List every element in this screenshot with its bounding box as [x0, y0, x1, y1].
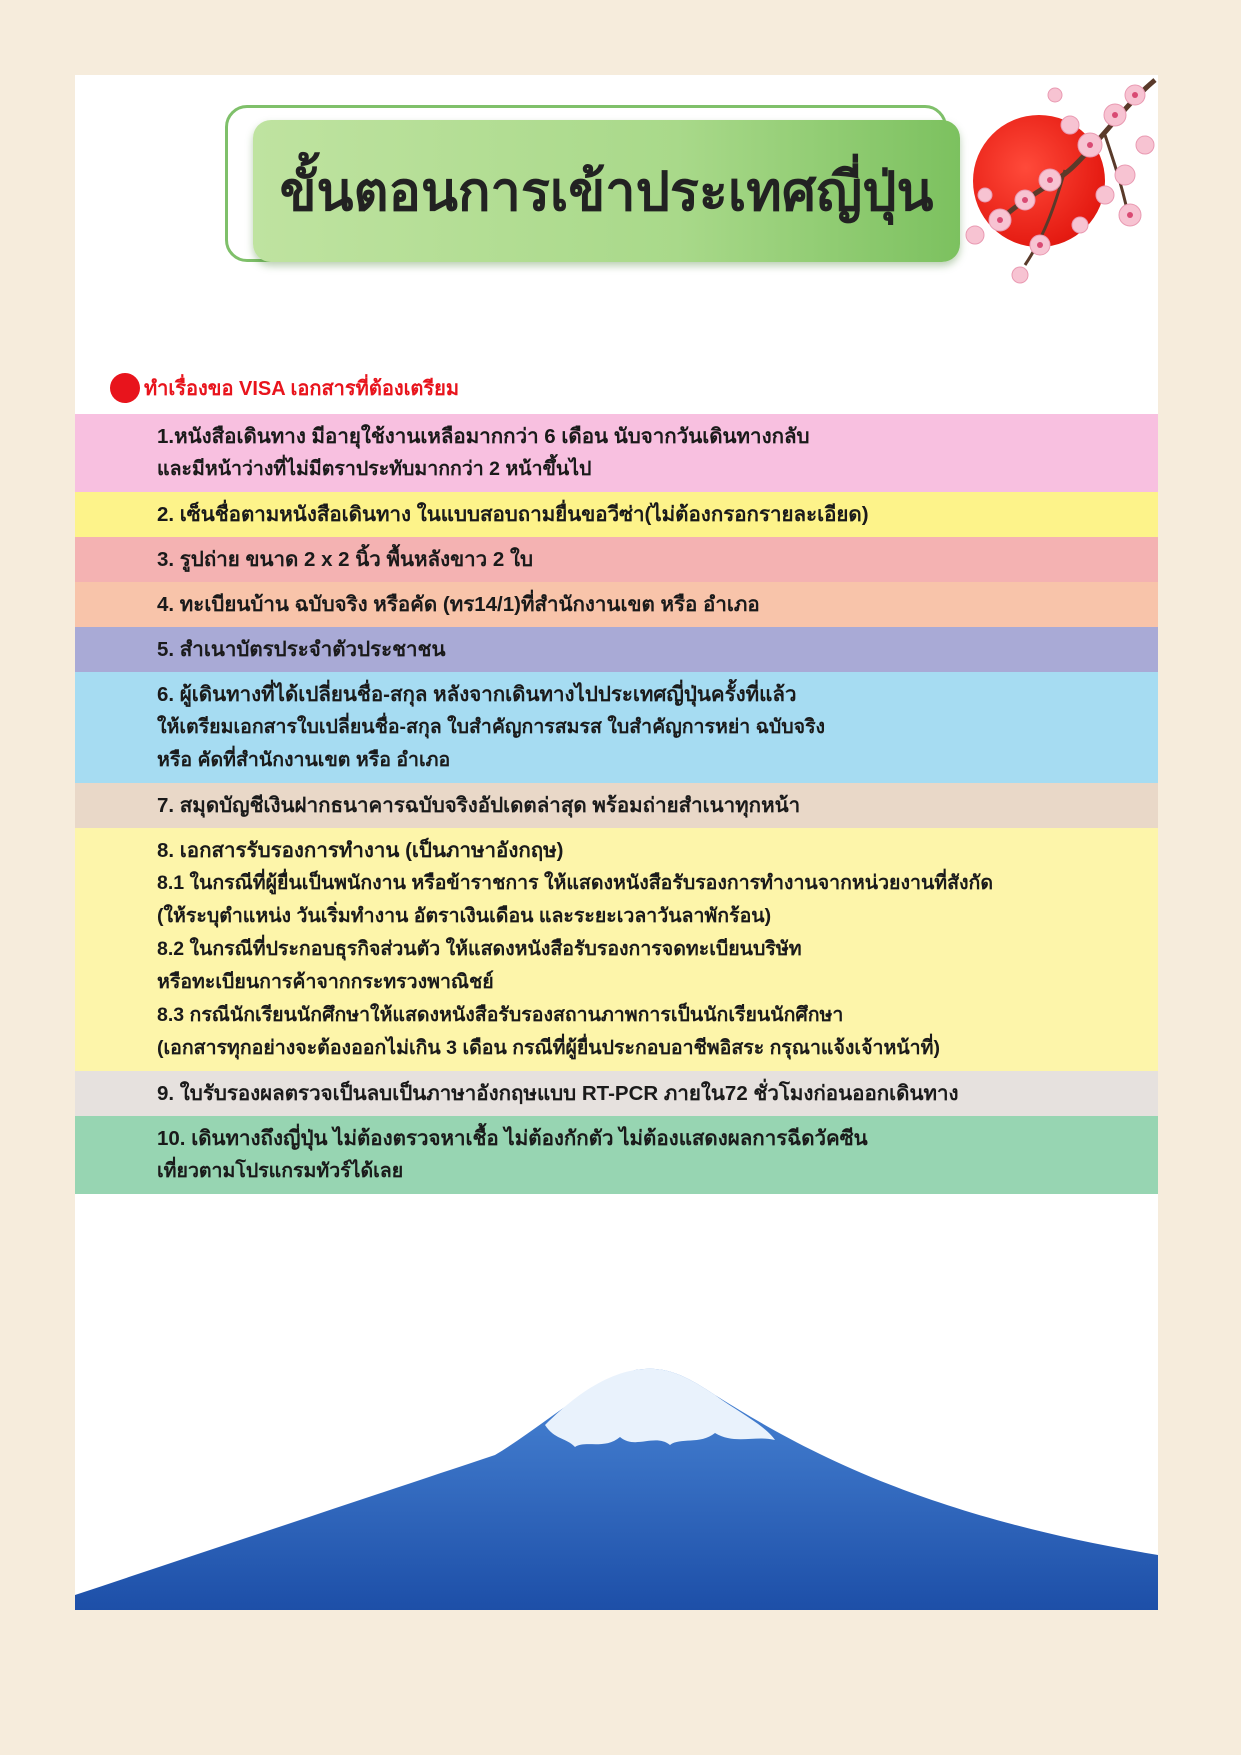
requirement-line: 1.หนังสือเดินทาง มีอายุใช้งานเหลือมากกว่า 6 เดือน นับจากวันเดินทางกลับ: [157, 425, 810, 448]
requirement-line: 6. ผู้เดินทางที่ได้เปลี่ยนชื่อ-สกุล หลังจากเดินทางไปประเทศญี่ปุ่นครั้งที่แล้ว: [157, 683, 797, 706]
requirement-item: [75, 492, 1158, 537]
requirement-line: 4. ทะเบียนบ้าน ฉบับจริง หรือคัด (ทร14/1)ที่สำนักงานเขต หรือ อำเภอ: [157, 593, 760, 616]
requirement-item: [75, 582, 1158, 627]
requirement-line: (เอกสารทุกอย่างจะต้องออกไม่เกิน 3 เดือน กรณีที่ผู้ยื่นประกอบอาชีพอิสระ กรุณาแจ้งเจ้าหน้าที่): [157, 1037, 940, 1059]
requirement-line: 8.1 ในกรณีที่ผู้ยื่นเป็นพนักงาน หรือข้าราชการ ให้แสดงหนังสือรับรองการทำงานจากหน่วยงานที่สังกัด: [157, 872, 994, 894]
requirement-item: [75, 828, 1158, 1071]
requirement-line: และมีหน้าว่างที่ไม่มีตราประทับมากกว่า 2 หน้าขึ้นไป: [157, 458, 592, 480]
page-title: ขั้นตอนการเข้าประเทศญี่ปุ่น: [279, 162, 934, 222]
requirement-item: [75, 627, 1158, 672]
requirement-line: 2. เซ็นชื่อตามหนังสือเดินทาง ในแบบสอบถามยื่นขอวีซ่า(ไม่ต้องกรอกรายละเอียด): [157, 503, 869, 526]
requirement-item: [75, 672, 1158, 783]
requirement-line: 8.3 กรณีนักเรียนนักศึกษาให้แสดงหนังสือรับรองสถานภาพการเป็นนักเรียนนักศึกษา: [157, 1004, 844, 1026]
requirement-item: [75, 1071, 1158, 1116]
title-banner: [253, 120, 960, 262]
requirement-line: 3. รูปถ่าย ขนาด 2 x 2 นิ้ว พื้นหลังขาว 2 ใบ: [157, 548, 533, 571]
requirement-item: [75, 537, 1158, 582]
requirement-line: 10. เดินทางถึงญี่ปุ่น ไม่ต้องตรวจหาเชื้อ ไม่ต้องกักตัว ไม่ต้องแสดงผลการฉีดวัคซีน: [157, 1127, 868, 1150]
requirement-line: (ให้ระบุตำแหน่ง วันเริ่มทำงาน อัตราเงินเดือน และระยะเวลาวันลาพักร้อน): [157, 905, 772, 927]
document-page: [75, 75, 1158, 1610]
requirement-line: 8. เอกสารรับรองการทำงาน (เป็นภาษาอังกฤษ): [157, 839, 564, 862]
section-heading: [110, 371, 459, 405]
requirement-item: [75, 783, 1158, 828]
requirement-item: [75, 1116, 1158, 1194]
requirement-line: 8.2 ในกรณีที่ประกอบธุรกิจส่วนตัว ให้แสดงหนังสือรับรองการจดทะเบียนบริษัท: [157, 938, 802, 960]
bullet-dot-icon: [110, 373, 140, 403]
requirement-line: ให้เตรียมเอกสารใบเปลี่ยนชื่อ-สกุล ใบสำคัญการสมรส ใบสำคัญการหย่า ฉบับจริง: [157, 716, 826, 738]
requirements-list: [75, 414, 1158, 1194]
requirement-line: 7. สมุดบัญชีเงินฝากธนาคารฉบับจริงอัปเดตล่าสุด พร้อมถ่ายสำเนาทุกหน้า: [157, 794, 801, 817]
cherry-blossom-icon: [955, 75, 1158, 315]
requirement-line: เที่ยวตามโปรแกรมทัวร์ได้เลย: [157, 1160, 404, 1182]
requirement-line: 5. สำเนาบัตรประจำตัวประชาชน: [157, 638, 446, 661]
requirement-item: [75, 414, 1158, 492]
requirement-line: หรือ คัดที่สำนักงานเขต หรือ อำเภอ: [157, 749, 451, 771]
requirement-line: 9. ใบรับรองผลตรวจเป็นลบเป็นภาษาอังกฤษแบบ RT-PCR ภายใน72 ชั่วโมงก่อนออกเดินทาง: [157, 1082, 959, 1105]
section-title: ทำเรื่องขอ VISA เอกสารที่ต้องเตรียม: [144, 378, 460, 400]
mount-fuji-icon: [75, 1315, 1158, 1610]
requirement-line: หรือทะเบียนการค้าจากกระทรวงพาณิชย์: [157, 971, 494, 993]
